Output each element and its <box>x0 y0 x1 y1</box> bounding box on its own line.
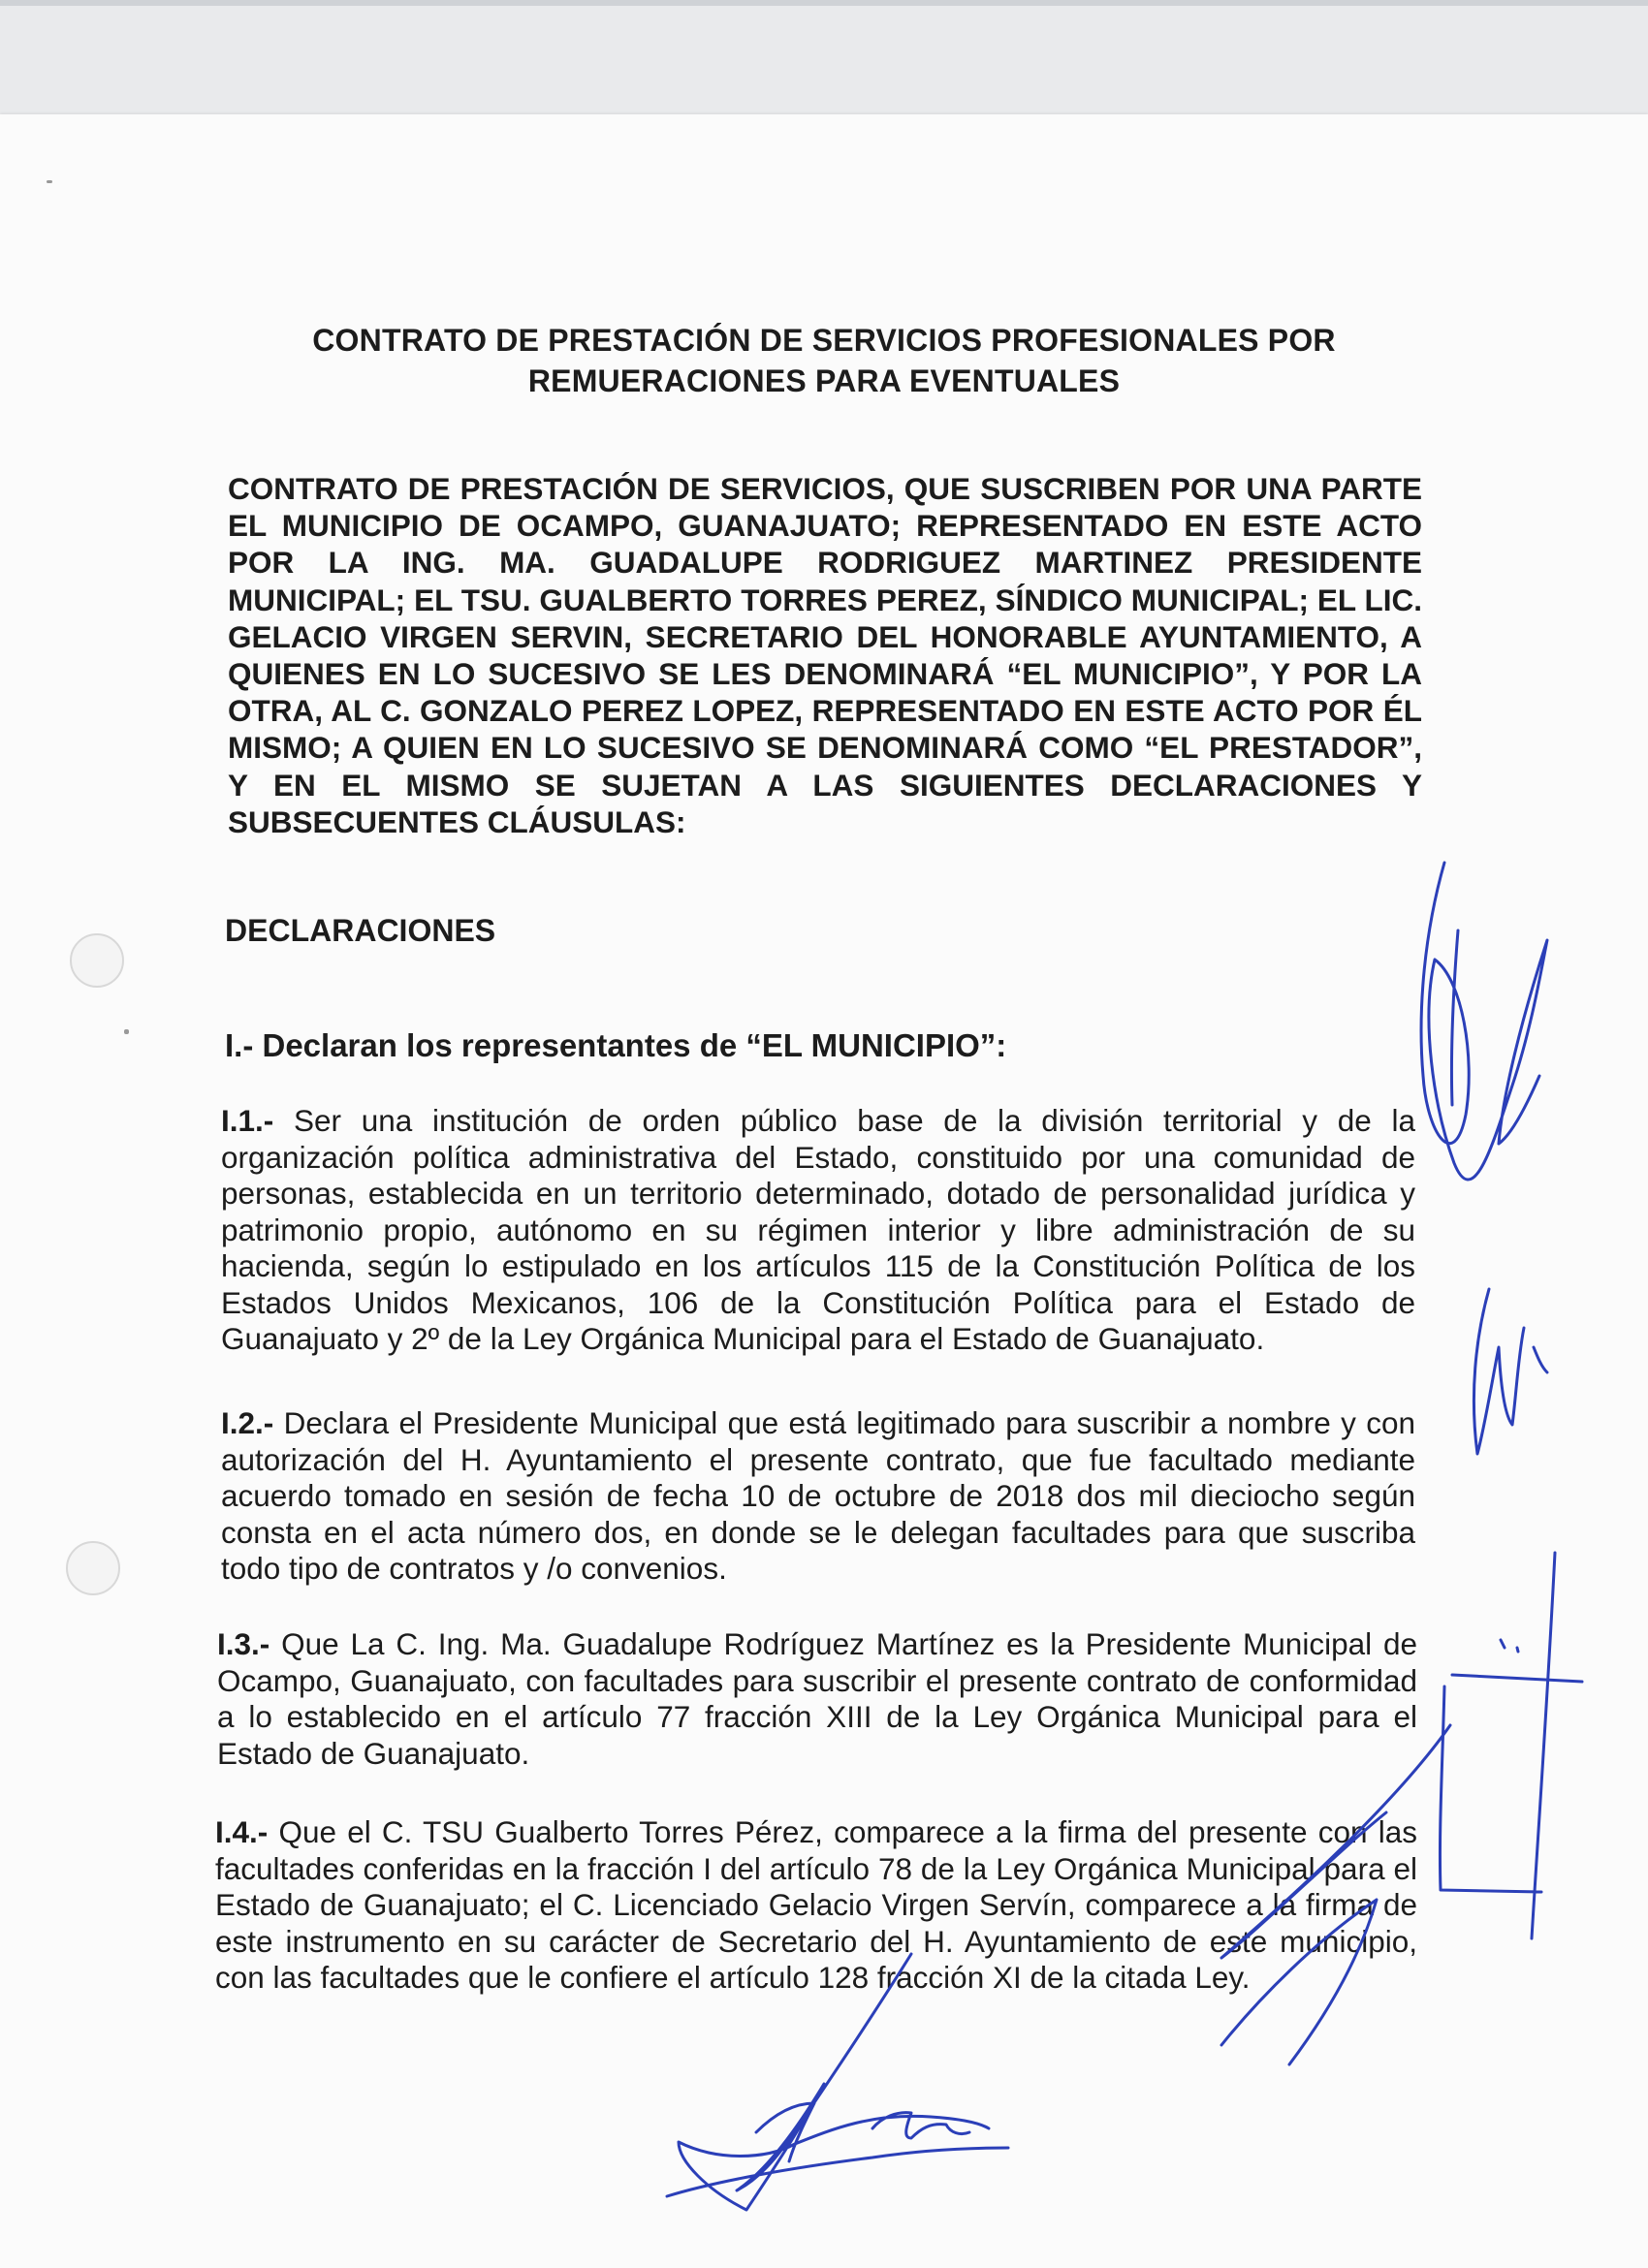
declaration-paragraph <box>221 1405 1415 1588</box>
declaration-paragraph <box>221 1103 1415 1358</box>
paragraph-number: I.2.- <box>221 1405 274 1440</box>
scanner-edge <box>0 0 1648 6</box>
declarations-heading: DECLARACIONES <box>225 913 496 948</box>
declaration-paragraph <box>217 1626 1417 1772</box>
section-title: I.- Declaran los representantes de “EL MUNICIPIO”: <box>225 1027 1007 1063</box>
paragraph-text: Ser una institución de orden público base de la división territorial y de la organización política administrativa del Estado, constituido por una comunidad de personas, establecida en un territorio determinado, dotado de personalidad jurídica y patrimonio propio, autónomo en su régimen interior y libre administración de su hacienda, según lo estipulado en los artículos 115 de la Constitución Política de los Estados Unidos Mexicanos, 106 de la Constitución Política para el Estado de Guanajuato y 2º de la Ley Orgánica Municipal para el Estado de Guanajuato. <box>221 1103 1415 1356</box>
paragraph-text: Declara el Presidente Municipal que está legitimado para suscribir a nombre y con autorización del H. Ayuntamiento el presente contrato, que fue facultado mediante acuerdo tomado en sesión de fecha 10 de octubre de 2018 dos mil dieciocho según consta en el acta número dos, en donde se le delegan facultades para que suscriba todo tipo de contratos y /o convenios. <box>221 1405 1415 1586</box>
declaration-paragraph <box>215 1814 1417 1997</box>
punch-hole <box>66 1541 120 1595</box>
paragraph-text: Que La C. Ing. Ma. Guadalupe Rodríguez Martínez es la Presidente Municipal de Ocampo, Guanajuato, con facultades para suscribir el presente contrato de conformidad a lo establecido en el artículo 77 fracción XIII de la Ley Orgánica Municipal para el Estado de Guanajuato. <box>217 1626 1417 1771</box>
scan-speck <box>47 180 52 183</box>
scan-speck <box>124 1029 129 1034</box>
paragraph-number: I.3.- <box>217 1626 270 1661</box>
paragraph-text: Que el C. TSU Gualberto Torres Pérez, comparece a la firma del presente con las facultades conferidas en la fracción I del artículo 78 de la Ley Orgánica Municipal para el Estado de Guanajuato; el C. Licenciado Gelacio Virgen Servín, comparece a la firma de este instrumento en su carácter de Secretario del H. Ayuntamiento de este municipio, con las facultades que le confiere el artículo 128 fracción XI de la citada Ley. <box>215 1814 1417 1995</box>
paragraph-number: I.4.- <box>215 1814 269 1849</box>
contract-intro: CONTRATO DE PRESTACIÓN DE SERVICIOS, QUE SUSCRIBEN POR UNA PARTE EL MUNICIPIO DE OCAMPO, GUANAJUATO; REPRESENTADO EN ESTE ACTO POR LA ING. MA. GUADALUPE RODRIGUEZ MARTINEZ PRESIDENTE MUNICIPAL; EL TSU. GUALBERTO TORRES PEREZ, SÍNDICO MUNICIPAL; EL LIC. GELACIO VIRGEN SERVIN, SECRETARIO DEL HONORABLE AYUNTAMIENTO, A QUIENES EN LO SUCESIVO SE LES DENOMINARÁ “EL MUNICIPIO”, Y POR LA OTRA, AL C. GONZALO PEREZ LOPEZ, REPRESENTADO EN ESTE ACTO POR ÉL MISMO; A QUIEN EN LO SUCESIVO SE DENOMINARÁ COMO “EL PRESTADOR”, Y EN EL MISMO SE SUJETAN A LAS SIGUIENTES DECLARACIONES Y SUBSECUENTES CLÁUSULAS: <box>228 471 1422 839</box>
punch-hole <box>70 933 124 988</box>
document-title: CONTRATO DE PRESTACIÓN DE SERVICIOS PROFESIONALES POR REMUERACIONES PARA EVENTUALES <box>312 323 1336 398</box>
paragraph-number: I.1.- <box>221 1103 274 1138</box>
